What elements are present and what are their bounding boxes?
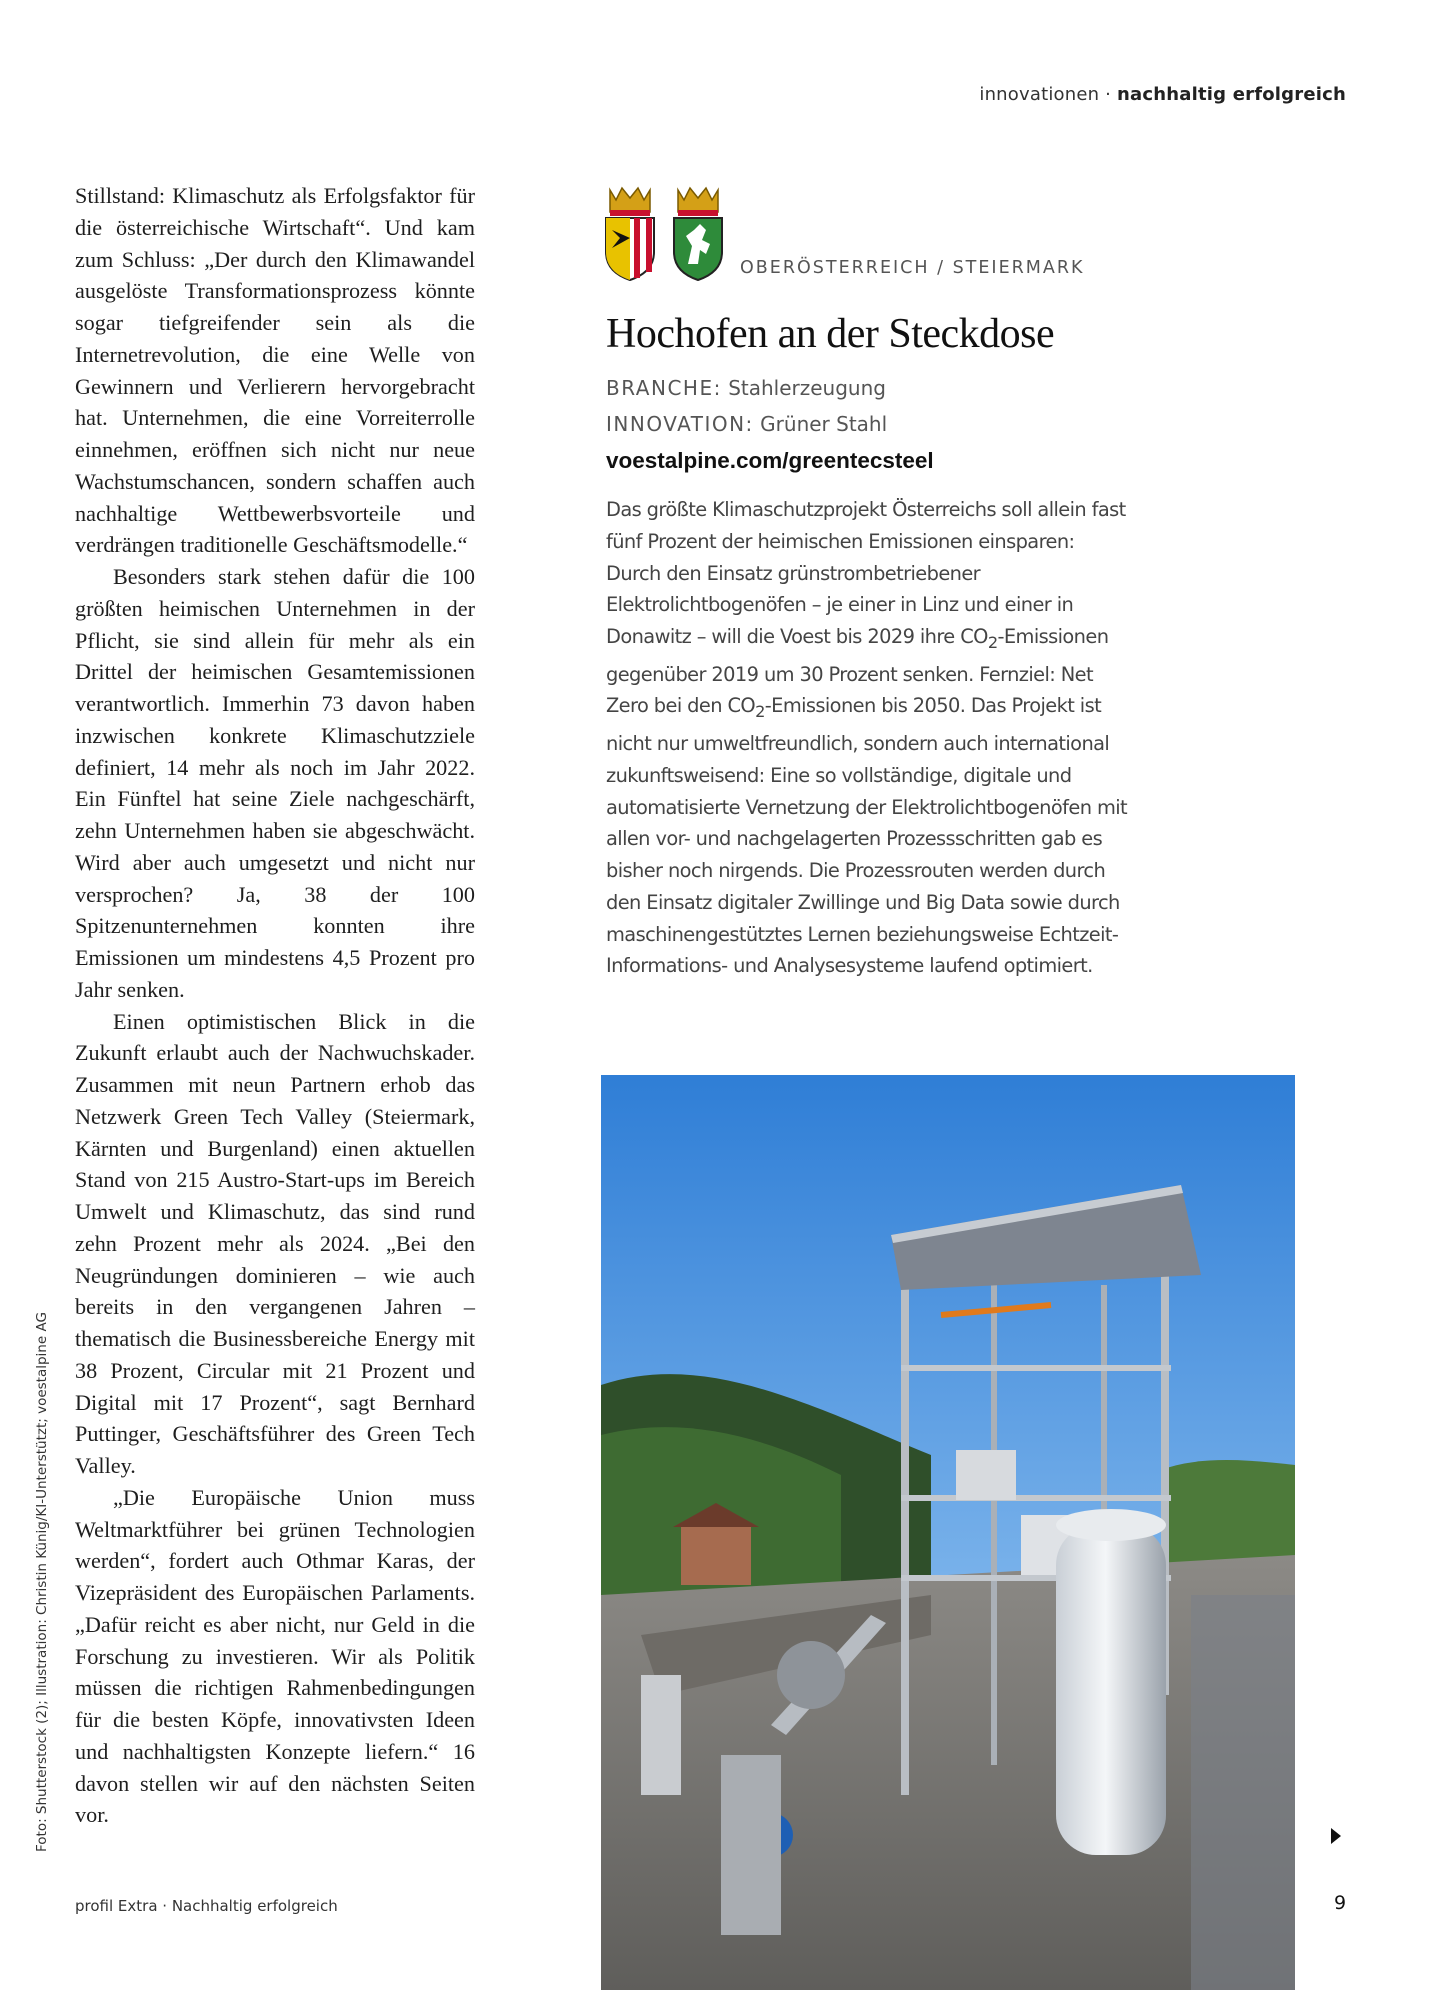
feature-body-part-1: Das größte Klimaschutzprojekt Österreichs soll allein fast fünf Prozent der heimischen Emissionen einsparen: Durch den Einsatz grünstrombetriebener Elektrolichtbogenöfen – je einer in Linz und einer in Donawitz – will die Voest bis 2029 ihre CO: [606, 498, 1126, 648]
branche-label: BRANCHE:: [606, 376, 722, 400]
branche-line: [606, 376, 886, 400]
paragraph-4: „Die Europäische Union muss Weltmarktführer bei grünen Technologien werden“, fordert auch Othmar Karas, der Vizepräsident des Europäischen Parlaments. „Dafür reicht es aber nicht, nur Geld in die Forschung zu investieren. Wir als Politik müssen die richtigen Rahmenbedingungen für die besten Köpfe, innovativsten Ideen und nachhaltigsten Konzepte liefern.“ 16 davon stellen wir auf den nächsten Seiten vor.: [75, 1484, 475, 1828]
next-page-arrow-icon: [1331, 1828, 1341, 1844]
styria-crest-icon: [670, 186, 726, 282]
region-label: OBERÖSTERREICH / STEIERMARK: [740, 258, 1085, 278]
footer-text: profil Extra · Nachhaltig erfolgreich: [75, 1897, 338, 1915]
topic-name: nachhaltig erfolgreich: [1117, 84, 1346, 105]
paragraph-3: Einen optimistischen Blick in die Zukunft erlaubt auch der Nachwuchskader. Zusammen mit neun Partnern erhob das Netzwerk Green Tech Valley (Steiermark, Kärnten und Burgenland) einen aktuellen Stand von 215 Austro-Start-ups im Bereich Umwelt und Klimaschutz, das sind rund zehn Prozent mehr als 2024. „Bei den Neugründungen dominieren – wie auch bereits in den vergangenen Jahren – thematisch die Businessbereiche Energy mit 38 Prozent, Circular mit 21 Prozent und Digital mit 17 Prozent“, sagt Bernhard Puttinger, Geschäftsführer des Green Tech Valley.: [75, 1008, 475, 1478]
innovation-value: Grüner Stahl: [760, 412, 888, 436]
paragraph-1: Stillstand: Klimaschutz als Erfolgsfaktor für die österreichische Wirtschaft“. Und kam zum Schluss: „Der durch den Klimawandel ausgelöste Transformationsprozess könnte sogar tiefgreifender sein als die Internetrevolution, die eine Welle von Gewinnern und Verlierern hervorgebracht hat. Unternehmen, die eine Vorreiterrolle einnehmen, eröffnen sich nicht nur neue Wachstumschancen, sondern schaffen auch nachhaltige Wettbewerbsvorteile und verdrängen traditionelle Geschäftsmodelle.“: [75, 183, 475, 558]
feature-url-link[interactable]: voestalpine.com/greentecsteel: [606, 448, 934, 473]
feature-body-part-2: -Emissionen gegenüber 2019 um 30 Prozent senken. Fernziel: Net Zero bei den CO: [606, 625, 1109, 718]
innovation-line: [606, 412, 887, 436]
innovation-label: INNOVATION:: [606, 412, 754, 436]
upper-austria-crest-icon: [602, 186, 658, 282]
photo-credit: Foto: Shutterstock (2); Illustration: Christin Künig/KI-Unterstützt; voestalpine AG: [34, 1312, 50, 1852]
feature-body: [606, 494, 1134, 982]
steel-plant-photo: [601, 1075, 1295, 1990]
section-name: innovationen: [979, 84, 1100, 105]
page-number: 9: [1334, 1892, 1347, 1914]
feature-title: Hochofen an der Steckdose: [606, 311, 1055, 357]
co2-subscript-1: 2: [987, 632, 998, 652]
running-head-separator: ·: [1099, 84, 1118, 105]
paragraph-2: Besonders stark stehen dafür die 100 größten heimischen Unternehmen in der Pflicht, sie sind allein für mehr als ein Drittel der heimischen Gesamtemissionen verantwortlich. Immerhin 73 davon haben inzwischen konkrete Klimaschutzziele definiert, 14 mehr als noch im Jahr 2022. Ein Fünftel hat seine Ziele nachgeschärft, zehn Unternehmen haben sie abgeschwächt. Wird aber auch umgesetzt und nicht nur versprochen? Ja, 38 der 100 Spitzenunternehmen konnten ihre Emissionen um mindestens 4,5 Prozent pro Jahr senken.: [75, 564, 475, 1002]
article-left-column: [75, 180, 475, 1831]
feature-body-part-3: -Emissionen bis 2050. Das Projekt ist nicht nur umweltfreundlich, sondern auch international zukunftsweisend: Eine so vollständige, digitale und automatisierte Vernetzung der Elektrolichtbogenöfen mit allen vor- und nachgelagerten Prozessschritten gab es bisher noch nirgends. Die Prozessrouten werden durch den Einsatz digitaler Zwillinge und Big Data sowie durch maschinengestütztes Lernen beziehungsweise Echtzeit-Informations- und Analysesysteme laufend optimiert.: [606, 694, 1128, 978]
running-head: [979, 84, 1346, 105]
co2-subscript-2: 2: [755, 702, 765, 722]
region-crests: [602, 186, 726, 282]
branche-value: Stahlerzeugung: [728, 376, 886, 400]
